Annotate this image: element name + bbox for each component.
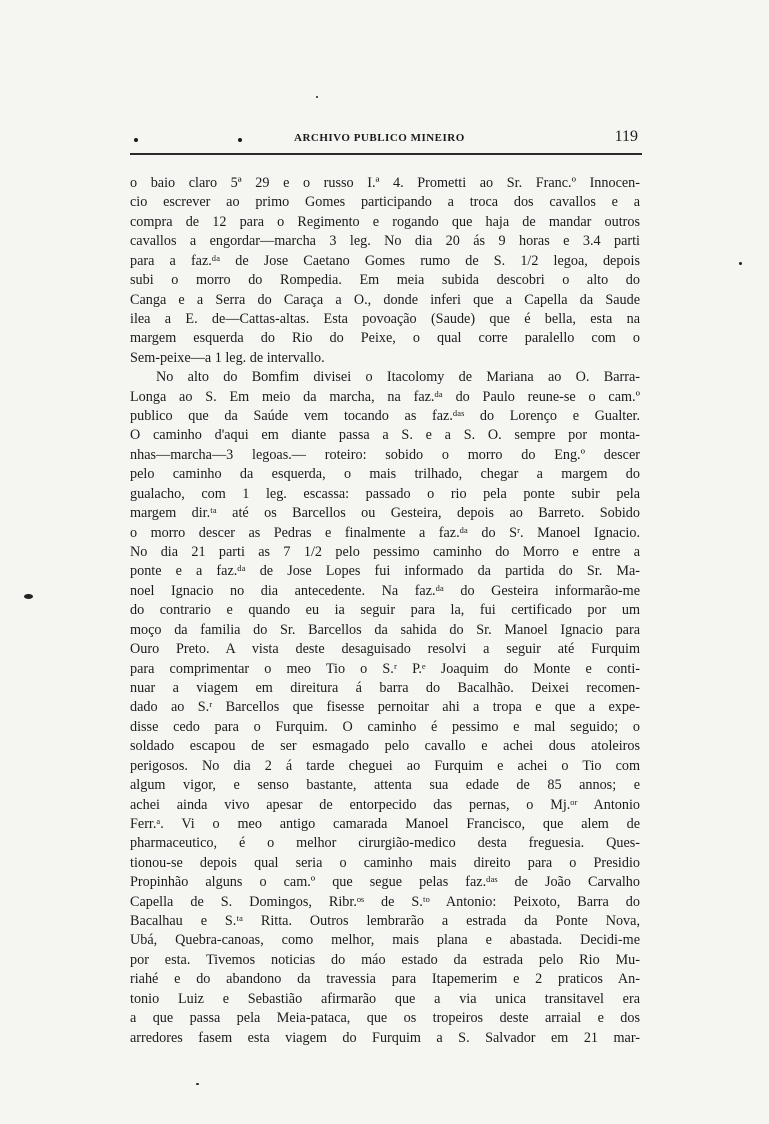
text-line: Canga e a Serra do Caraça a O., donde inferi que a Capella da Saude [130, 291, 640, 308]
page-number: 119 [614, 128, 638, 145]
text-line: moço da familia do Sr. Barcellos da sahida do Sr. Manoel Ignacio para [130, 621, 640, 638]
text-line: pelo caminho da esquerda, o mais trilhado, chegar a margem do [130, 466, 640, 483]
text-line: nuar a viagem em direitura á barra do Bacalhão. Deixei recomen- [130, 679, 640, 696]
text-line: para a faz.ᵈᵃ de Jose Caetano Gomes rumo de S. 1/2 legoa, depois [130, 252, 640, 269]
text-line: O caminho d'aqui em diante passa a S. e a S. O. sempre por monta- [130, 427, 640, 444]
text-line: o baio claro 5ª 29 e o russo I.ª 4. Prometti ao Sr. Franc.º Innocen- [130, 175, 640, 191]
text-line: tonio Luiz e Sebastião afirmarão que a via unica transitavel era [130, 990, 640, 1007]
body-text [130, 174, 640, 1048]
text-line: Capella de S. Domingos, Ribr.ᵒˢ de S.ᵗᵒ Antonio: Peixoto, Barra do [130, 893, 640, 910]
text-line: perigosos. No dia 2 á tarde cheguei ao Furquim e achei o Tio com [130, 757, 640, 774]
text-line: Sem-peixe—a 1 leg. de intervallo. [130, 349, 325, 366]
scan-speck [196, 1083, 199, 1085]
text-line: pharmaceutico, é o melhor cirurgião-medico desta freguesia. Ques- [130, 835, 640, 852]
text-line: Ferr.ᵃ. Vi o meo antigo camarada Manoel Francisco, que alem de [130, 815, 640, 832]
text-line: do contrario e quando eu ia seguir para la, fui certificado por um [130, 602, 640, 619]
text-line: arredores fasem esta viagem do Furquim a S. Salvador em 21 mar- [130, 1029, 640, 1046]
header-dot [134, 138, 138, 142]
text-line: Bacalhau e S.ᵗᵃ Ritta. Outros lembrarão a estrada da Ponte Nova, [130, 913, 640, 930]
text-line: algum vigor, e senso bastante, attenta sua edade de 85 annos; e [130, 777, 640, 794]
text-line: tionou-se depois qual seria o caminho mais direito para o Presidio [130, 854, 640, 871]
text-line: cio escrever ao primo Gomes participando a troca dos cavallos e a [130, 194, 640, 211]
text-line: cavallos a engordar—marcha 3 leg. No dia 20 ás 9 horas e 3.4 parti [130, 233, 640, 250]
text-line: para comprimentar o meo Tio o S.ʳ P.ᵉ Joaquim do Monte e conti- [130, 660, 640, 677]
text-line: margem esquerda do Rio do Peixe, o qual corre paralello com o [130, 330, 640, 347]
text-line: achei ainda vivo apesar de entorpecido das pernas, o Mj.ᵒʳ Antonio [130, 796, 640, 813]
text-line: Longa ao S. Em meio da marcha, na faz.ᵈᵃ do Paulo reune-se o cam.º [130, 388, 640, 405]
text-line: dado ao S.ʳ Barcellos que fisesse pernoitar ahi a tropa e que a expe- [130, 699, 640, 716]
text-line: ponte e a faz.ᵈᵃ de Jose Lopes fui informado da partida do Sr. Ma- [130, 563, 640, 580]
text-line: compra de 12 para o Regimento e rogando que haja de mandar outros [130, 213, 640, 230]
text-line: a que passa pela Meia-pataca, que os tropeiros deste arraial e dos [130, 1010, 640, 1027]
text-line: soldado escapou de ser esmagado pelo cavallo e achei dous atoleiros [130, 738, 640, 755]
scan-speck [739, 262, 742, 265]
text-line: Ouro Preto. A vista deste desaguisado resolvi a seguir até Furquim [130, 641, 640, 658]
page-header [132, 126, 640, 150]
scan-speck [316, 96, 318, 98]
text-line: margem dir.ᵗᵃ até os Barcellos ou Gesteira, depois ao Barreto. Sobido [130, 505, 640, 522]
text-line: subi o morro do Rompedia. Em meia subida descobri o alto do [130, 272, 640, 289]
text-line: Ubá, Quebra-canoas, como melhor, mais plana e abastada. Decidi-me [130, 932, 640, 949]
text-line: disse cedo para o Furquim. O caminho é pessimo e mal seguido; o [130, 718, 640, 735]
header-dot [238, 138, 242, 142]
text-line: ilea a E. de—Cattas-altas. Esta povoação (Saude) que é bella, esta na [130, 310, 640, 327]
running-title: ARCHIVO PUBLICO MINEIRO [294, 132, 465, 144]
scan-speck [24, 594, 33, 599]
text-line: No alto do Bomfim divisei o Itacolomy de Mariana ao O. Barra- [156, 369, 640, 386]
header-rule [130, 153, 642, 155]
text-line: publico que da Saúde vem tocando as faz.ᵈᵃˢ do Lorenço e Gualter. [130, 408, 640, 425]
text-line: gualacho, com 1 leg. escassa: passado o rio pela ponte subir pela [130, 485, 640, 502]
text-line: nhas—marcha—3 legoas.— roteiro: sobido o morro do Eng.º descer [130, 446, 640, 463]
text-line: noel Ignacio no dia antecedente. Na faz.ᵈᵃ do Gesteira informarão-me [130, 582, 640, 599]
text-line: por esta. Tivemos noticias do máo estado da estrada pelo Rio Mu- [130, 951, 640, 968]
text-line: Propinhão alguns o cam.º que segue pelas faz.ᵈᵃˢ de João Carvalho [130, 874, 640, 891]
text-line: riahé e do abandono da travessia para Itapemerim e 2 praticos An- [130, 971, 640, 988]
text-line: No dia 21 parti as 7 1/2 pelo pessimo caminho do Morro e entre a [130, 544, 640, 561]
text-line: o morro descer as Pedras e finalmente a faz.ᵈᵃ do Sʳ. Manoel Ignacio. [130, 524, 640, 541]
